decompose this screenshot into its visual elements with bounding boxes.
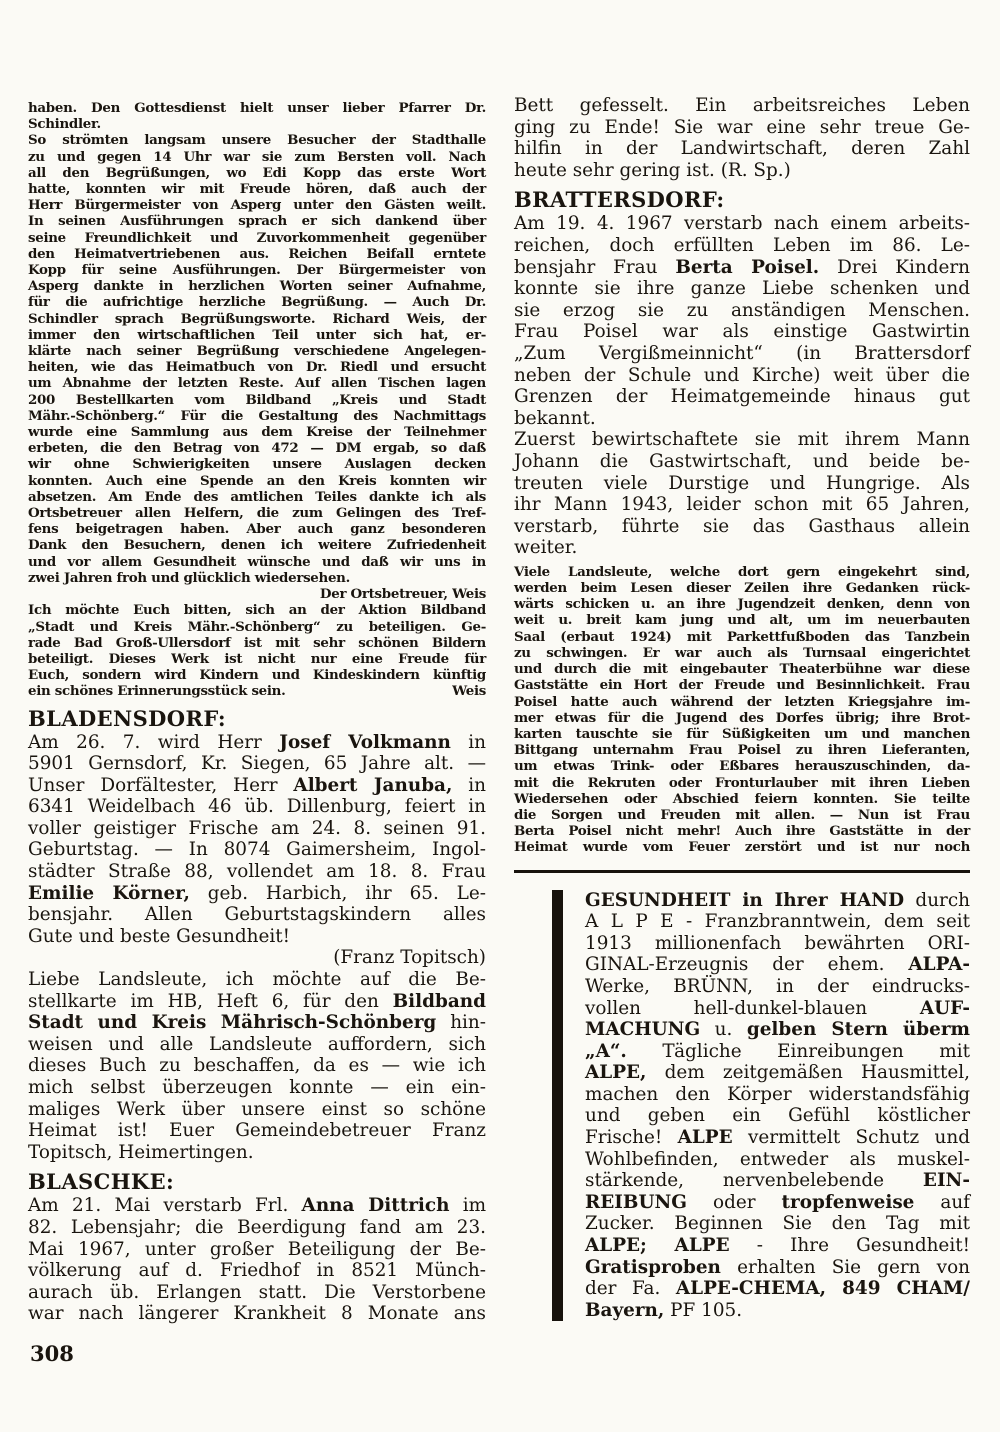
text-line: werden beim Lesen dieser Zeilen ihre Gedanken rück-: [514, 580, 970, 597]
text-line: Zucker. Beginnen Sie den Tag mit: [585, 1213, 970, 1235]
text-line: [585, 1127, 970, 1149]
text-line: [585, 1062, 970, 1084]
section-heading: BRATTERSDORF:: [514, 187, 725, 213]
text-line: weit u. breit kam jung und alt, um im neuerbauten: [514, 612, 970, 629]
text-line: neben der Schule und Kirche) weit über die: [514, 364, 970, 386]
text-segment: Am 26. 7. wird Herr: [28, 731, 280, 753]
text-line: So strömten langsam unsere Besucher der Stadthalle: [28, 132, 486, 149]
text-segment: Frische!: [585, 1127, 678, 1149]
text-line: Frau Poisel war als einstige Gastwirtin: [514, 321, 970, 343]
text-line: mich selbst überzeugen konnte — ein ein-: [28, 1077, 486, 1099]
text-line: um etwas Trink- oder Eßbares herauszuschinden, da-: [514, 758, 970, 775]
text-line: Schindler sprach Begrüßungsworte. Richard Weis, der: [28, 310, 486, 327]
text-line: konnten. Auch eine Spende an den Kreis konnten wir: [28, 472, 486, 489]
text-line: A L P E - Franzbranntwein, dem seit: [585, 911, 970, 933]
body-paragraph: [28, 1195, 486, 1325]
text-line: (Franz Topitsch): [333, 947, 486, 969]
text-segment: erhalten Sie gern von: [720, 1256, 970, 1278]
text-segment: GINAL-Erzeugnis der ehem.: [585, 954, 909, 976]
text-line: 200 Bestellkarten vom Bildband „Kreis und Stadt: [28, 391, 486, 408]
text-line: [28, 883, 486, 905]
text-line: Ich möchte Euch bitten, sich an der Aktion Bildband: [28, 602, 486, 619]
text-line: [585, 890, 970, 912]
text-line: all den Begrüßungen, wo Edi Kopp das erste Wort: [28, 164, 486, 181]
text-line: „Stadt und Kreis Mähr.-Schönberg“ zu beteiligen. Ge-: [28, 618, 486, 635]
text-line: konnte sie ihre ganze Liebe schenken und: [514, 278, 970, 300]
text-line: für die aufrichtige herzliche Begrüßung. — Auch Dr.: [28, 294, 486, 311]
text-line: In seinen Ausführungen sprach er sich dankend über: [28, 213, 486, 230]
text-segment: Am 21. Mai verstarb Frl.: [28, 1195, 302, 1217]
bold-text-segment: Bildband: [392, 990, 486, 1012]
bold-text-segment: ALPE-CHEMA, 849 CHAM/: [675, 1278, 970, 1300]
text-segment: - Ihre Gesundheit!: [729, 1235, 970, 1257]
text-line: immer den wirtschaftlichen Teil unter sich hat, er-: [28, 326, 486, 343]
text-line: ging zu Ende! Sie war eine sehr treue Ge-: [514, 116, 970, 138]
text-line: Saal (erbaut 1924) mit Parkettfußboden das Tanzbein: [514, 628, 970, 645]
text-line: Poisel hatte auch während der letzten Kriegsjahre im-: [514, 693, 970, 710]
text-line: treuten viele Durstige und Hungrige. Als: [514, 472, 970, 494]
text-line: Asperg dankte in herzlichen Worten seiner Aufnahme,: [28, 278, 486, 295]
text-line: [585, 1278, 970, 1300]
text-line: Topitsch, Heimertingen.: [28, 1141, 254, 1163]
text-line: Zuerst bewirtschaftete sie mit ihrem Mann: [514, 429, 970, 451]
text-segment: durch: [904, 889, 970, 911]
left-column: [28, 95, 486, 1325]
bold-text-segment: ALPE: [677, 1127, 733, 1149]
text-line: Bett gefesselt. Ein arbeitsreiches Leben: [514, 95, 970, 116]
text-line: absetzen. Am Ende des amtlichen Teiles dankte ich als: [28, 488, 486, 505]
text-line: und vor allem Gesundheit wünsche und daß wir uns in: [28, 553, 486, 570]
body-paragraph: [28, 732, 486, 1164]
text-line: und durch die mit eingebauter Theaterbühne war diese: [514, 661, 970, 678]
text-line: Johann die Gastwirtschaft, und beide be-: [514, 450, 970, 472]
text-line: wir ohne Schwierigkeiten unsere Auslagen decken: [28, 456, 486, 473]
right-column: [514, 95, 970, 1321]
bold-text-segment: Stadt und Kreis Mährisch-Schönberg: [28, 1012, 437, 1034]
text-line: Der Ortsbetreuer, Weis: [319, 586, 486, 603]
text-segment: bensjahr Frau: [514, 256, 676, 278]
text-line: [28, 683, 486, 699]
text-line: Am 19. 4. 1967 verstarb nach einem arbeits-: [514, 213, 970, 235]
separator-rule: [514, 870, 970, 873]
text-line: erbeten, die den Betrag von 472 — DM ergab, so daß: [28, 440, 486, 457]
text-line: Mai 1967, unter großer Beteiligung der Be-: [28, 1238, 486, 1260]
text-line: Kopp für seine Ausführungen. Der Bürgermeister von: [28, 262, 486, 279]
bold-text-segment: Albert Januba,: [293, 774, 453, 796]
text-line: Berta Poisel nicht mehr! Auch ihre Gaststätte in der: [514, 823, 970, 840]
bold-text-segment: ALPE,: [585, 1062, 647, 1084]
text-line: 6341 Weidelbach 46 üb. Dillenburg, feiert in: [28, 796, 486, 818]
small-print-paragraph: [28, 100, 486, 700]
bold-text-segment: gelben Stern überm: [746, 1019, 970, 1041]
text-line: Mähr.-Schönberg.“ Für die Gestaltung des Nachmittags: [28, 407, 486, 424]
text-line: Liebe Landsleute, ich möchte auf die Be-: [28, 969, 486, 991]
ad-text: [585, 890, 970, 1322]
bold-text-segment: Bayern,: [585, 1299, 665, 1321]
text-segment: vermittelt Schutz und: [732, 1127, 970, 1149]
text-line: [28, 732, 486, 754]
text-line: Wohlbefinden, entweder als muskel-: [585, 1148, 970, 1170]
text-segment: auf: [914, 1191, 970, 1213]
text-line: [28, 775, 486, 797]
bold-text-segment: Josef Volkmann: [279, 731, 451, 753]
text-line: zu schwingen. Er war auch als Turnsaal eingerichtet: [514, 644, 970, 661]
text-line: 1913 millionenfach bewährten ORI-: [585, 932, 970, 954]
text-line: bensjahr. Allen Geburtstagskindern alles: [28, 904, 486, 926]
text-line: Ortsbetreuer allen Helfern, die zum Gelingen des Tref-: [28, 505, 486, 522]
text-segment: ein schönes Erinnerungsstück sein.: [28, 683, 286, 700]
text-line: sie erzog sie zu anständigen Menschen.: [514, 299, 970, 321]
text-line: 82. Lebensjahr; die Beerdigung fand am 23.: [28, 1216, 486, 1238]
text-line: [585, 998, 970, 1020]
text-line: weiter.: [514, 537, 578, 559]
body-paragraph: [514, 95, 970, 181]
bold-text-segment: REIBUNG: [585, 1191, 688, 1213]
text-segment: stärkende, nervenbelebende: [585, 1170, 923, 1192]
text-line: karten tauschte sie für Süßigkeiten um und manchen: [514, 725, 970, 742]
bold-text-segment: Berta Poisel.: [675, 256, 820, 278]
bold-text-segment: Gratisproben: [585, 1256, 721, 1278]
text-line: Gaststätte ein Hort der Freude und Besinnlichkeit. Frau: [514, 677, 970, 694]
text-segment: vollen hell-dunkel-blauen: [585, 997, 920, 1019]
text-line: [514, 257, 970, 279]
text-line: hilfin in der Landwirtschaft, deren Zahl: [514, 138, 970, 160]
text-line: [585, 1192, 970, 1214]
right-aligned-signature: Weis: [452, 683, 486, 700]
text-segment: in: [450, 731, 486, 753]
text-segment: Tägliche Einreibungen mit: [626, 1040, 970, 1062]
text-line: Heimat wurde vom Feuer zerstört und ist nur noch: [514, 839, 970, 856]
text-line: heiten, wie das Heimatbuch von Dr. Riedl und ersucht: [28, 359, 486, 376]
text-line: weisen und alle Landsleute auffordern, sich: [28, 1033, 486, 1055]
text-line: völkerung auf d. Friedhof in 8521 Münch-: [28, 1260, 486, 1282]
text-segment: im: [449, 1195, 487, 1217]
text-line: hatte, konnten wir mit Freude hören, daß auch der: [28, 181, 486, 198]
text-line: die Sorgen und Freuden mit allen. — Nun ist Frau: [514, 806, 970, 823]
text-line: [28, 1012, 486, 1034]
text-line: [585, 954, 970, 976]
text-line: Viele Landsleute, welche dort gern eingekehrt sind,: [514, 563, 970, 580]
bold-text-segment: Emilie Körner,: [28, 882, 190, 904]
bold-text-segment: ALPE; ALPE: [585, 1235, 730, 1257]
text-segment: geb. Harbich, ihr 65. Le-: [189, 882, 486, 904]
alpe-advertisement: [552, 890, 970, 1322]
text-segment: oder: [687, 1191, 782, 1213]
ad-left-bar-decoration: [552, 890, 563, 1322]
text-line: mit die Rekruten oder Fronturlauber mit ihren Lieben: [514, 774, 970, 791]
bold-text-segment: EIN-: [922, 1170, 970, 1192]
text-line: städter Straße 88, vollendet am 18. 8. Frau: [28, 861, 486, 883]
text-segment: dem zeitgemäßen Hausmittel,: [646, 1062, 970, 1084]
text-line: voller geistiger Frische am 24. 8. seinen 91.: [28, 817, 486, 839]
text-line: Euch, sondern wird Kindern und Kindeskindern künftig: [28, 667, 486, 684]
bold-text-segment: AUF-: [919, 997, 970, 1019]
bold-text-segment: GESUNDHEIT in Ihrer HAND: [585, 889, 905, 911]
text-line: [585, 1257, 970, 1279]
text-line: heute sehr gering ist. (R. Sp.): [514, 159, 791, 181]
text-line: verstarb, führte sie das Gasthaus allein: [514, 515, 970, 537]
text-line: „Zum Vergißmeinnicht“ (in Brattersdorf: [514, 342, 970, 364]
text-line: [585, 1300, 970, 1322]
text-segment: der Fa.: [585, 1278, 676, 1300]
text-line: Grenzen der Heimatgemeinde hinaus gut: [514, 386, 970, 408]
bold-text-segment: „A“.: [585, 1040, 627, 1062]
text-segment: hin-: [436, 1012, 486, 1034]
text-line: Bittgang unternahm Frau Poisel zu ihren Lieferanten,: [514, 742, 970, 759]
text-line: reichen, doch erfüllten Leben im 86. Le-: [514, 234, 970, 256]
text-segment: u.: [700, 1019, 747, 1041]
text-line: den Heimatvertriebenen aus. Reichen Beifall erntete: [28, 245, 486, 262]
bold-text-segment: ALPA-: [908, 954, 970, 976]
text-line: klärte nach seiner Begrüßung verschiedene Angelegen-: [28, 343, 486, 360]
text-line: beteiligt. Dieses Werk ist nicht nur eine Freude für: [28, 650, 486, 667]
text-line: Dank den Besuchern, denen ich weitere Zufriedenheit: [28, 537, 486, 554]
text-segment: Unser Dorfältester, Herr: [28, 774, 294, 796]
text-line: aurach üb. Erlangen statt. Die Verstorbene: [28, 1281, 486, 1303]
text-segment: PF 105.: [664, 1299, 743, 1321]
text-segment: Drei Kindern: [819, 256, 971, 278]
text-line: [585, 1235, 970, 1257]
text-line: zu und gegen 14 Uhr war sie zum Bersten voll. Nach: [28, 148, 486, 165]
text-line: fens beigetragen haben. Aber auch ganz besonderen: [28, 521, 486, 538]
text-line: maliges Werk über unsere einst so schöne: [28, 1098, 486, 1120]
page-number: 308: [30, 1341, 74, 1366]
section-heading: BLASCHKE:: [28, 1169, 175, 1195]
text-line: 5901 Gernsdorf, Kr. Siegen, 65 Jahre alt. —: [28, 753, 486, 775]
text-line: Gute und beste Gesundheit!: [28, 925, 291, 947]
text-line: [28, 1195, 486, 1217]
body-paragraph: [514, 213, 970, 559]
text-line: mer etwas für die Jugend des Dorfes übrig; ihre Brot-: [514, 709, 970, 726]
text-line: [28, 991, 486, 1013]
text-line: wurde eine Sammlung aus dem Kreise der Teilnehmer: [28, 424, 486, 441]
text-line: [585, 1041, 970, 1063]
small-print-paragraph: [514, 564, 970, 856]
text-segment: in: [452, 774, 486, 796]
text-line: seine Freundlichkeit und Zuvorkommenheit gegenüber: [28, 229, 486, 246]
text-line: und geben ein Gefühl köstlicher: [585, 1105, 970, 1127]
text-line: Wiedersehen oder Abschied feiern konnten. Sie teilte: [514, 790, 970, 807]
text-line: ihr Mann 1943, leider schon mit 65 Jahren,: [514, 494, 970, 516]
text-line: rade Bad Groß-Ullersdorf ist mit sehr schönen Bildern: [28, 634, 486, 651]
text-line: wärts schicken u. an ihre Jugendzeit denken, denn von: [514, 596, 970, 613]
text-line: haben. Den Gottesdienst hielt unser lieber Pfarrer Dr.: [28, 100, 486, 116]
text-line: dieses Buch zu beschaffen, da es — wie ich: [28, 1055, 486, 1077]
text-line: Schindler.: [28, 116, 101, 133]
text-line: machen den Körper widerstandsfähig: [585, 1083, 970, 1105]
text-line: war nach längerer Krankheit 8 Monate ans: [28, 1303, 486, 1325]
text-line: Herr Bürgermeister von Asperg unter den Gästen weilt.: [28, 197, 486, 214]
text-line: bekannt.: [514, 407, 596, 429]
text-line: Werke, BRÜNN, in der eindrucks-: [585, 975, 970, 997]
text-line: Heimat ist! Euer Gemeindebetreuer Franz: [28, 1120, 486, 1142]
text-line: um Abnahme der letzten Reste. Auf allen Tischen lagen: [28, 375, 486, 392]
text-line: Geburtstag. — In 8074 Gaimersheim, Ingol-: [28, 839, 486, 861]
text-line: [585, 1170, 970, 1192]
bold-text-segment: Anna Dittrich: [301, 1195, 450, 1217]
bold-text-segment: MACHUNG: [585, 1019, 701, 1041]
text-segment: stellkarte im HB, Heft 6, für den: [28, 990, 393, 1012]
section-heading: BLADENSDORF:: [28, 705, 227, 731]
text-line: zwei Jahren froh und glücklich wiedersehen.: [28, 569, 350, 586]
text-line: [585, 1019, 970, 1041]
bold-text-segment: tropfenweise: [781, 1191, 915, 1213]
